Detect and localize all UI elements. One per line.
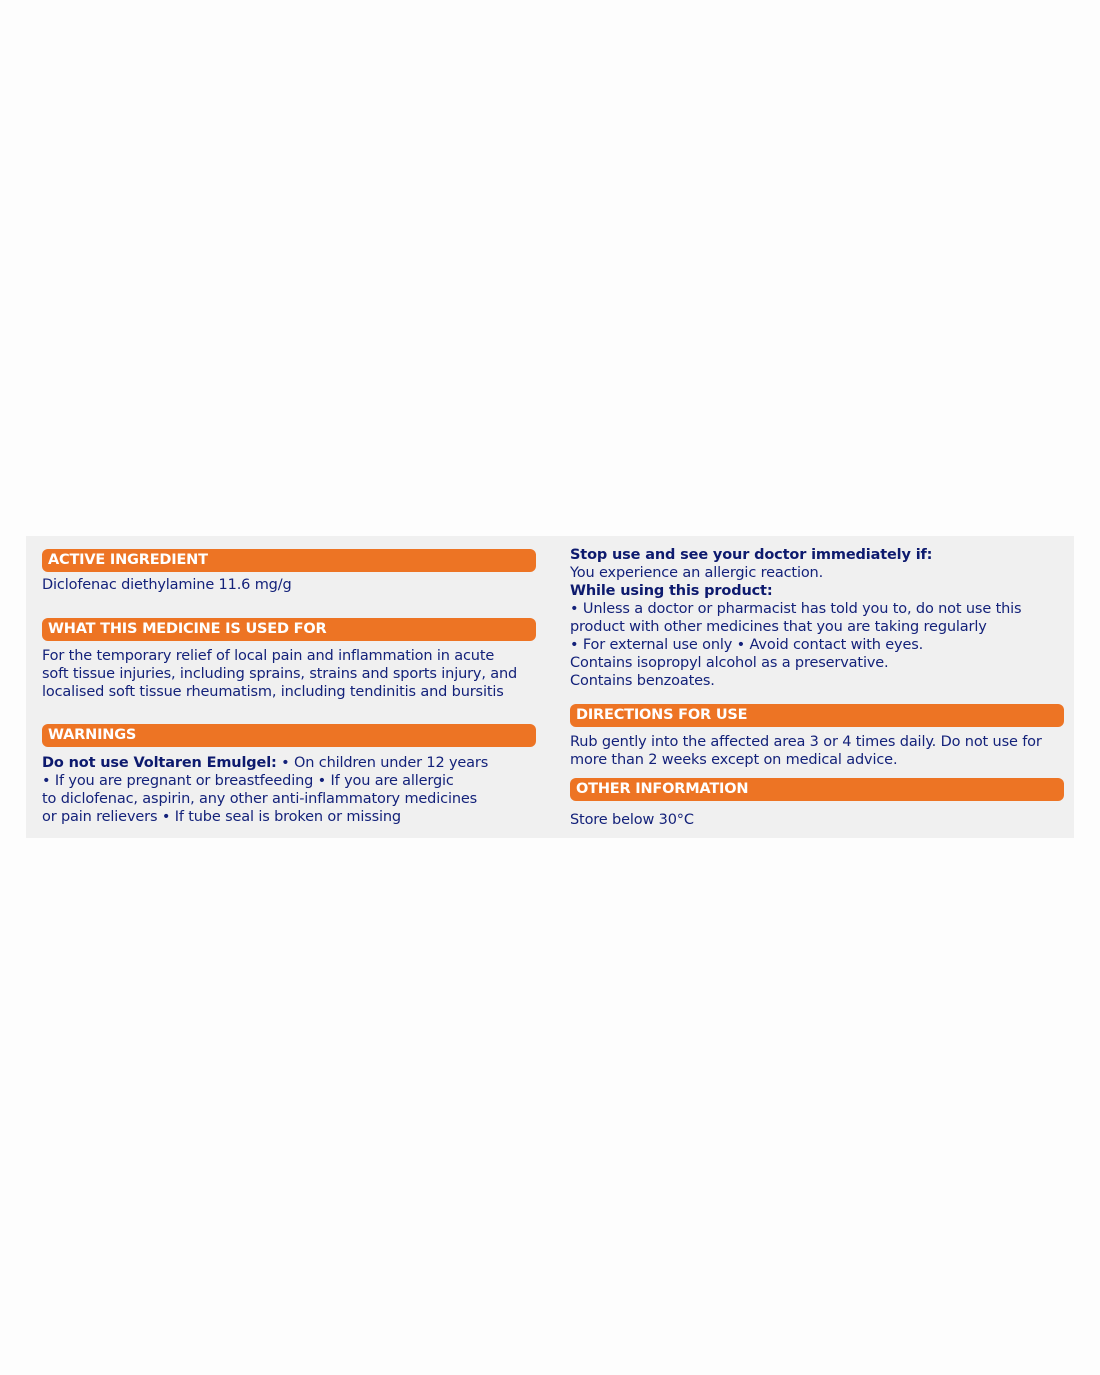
text-line: soft tissue injuries, including sprains, strains and sports injury, and xyxy=(42,666,518,682)
other-info-header xyxy=(570,778,1064,801)
text-line: • For external use only • Avoid contact with eyes. xyxy=(570,637,924,653)
used-for-header xyxy=(42,618,536,641)
used-for-text xyxy=(42,647,536,701)
other-info-text xyxy=(570,811,1064,829)
text-line: Rub gently into the affected area 3 or 4 times daily. Do not use for xyxy=(570,734,1042,750)
product-info-panel xyxy=(26,536,1074,838)
text-line: • If you are pregnant or breastfeeding • If you are allergic xyxy=(42,773,454,789)
directions-header xyxy=(570,704,1064,727)
text-line: to diclofenac, aspirin, any other anti-inflammatory medicines xyxy=(42,791,478,807)
text-line: Diclofenac diethylamine 11.6 mg/g xyxy=(42,577,292,593)
text-line: For the temporary relief of local pain and inflammation in acute xyxy=(42,648,495,664)
text-line: Store below 30°C xyxy=(570,812,694,828)
warnings-text xyxy=(42,754,536,826)
used-for-title: WHAT THIS MEDICINE IS USED FOR xyxy=(48,621,327,637)
text-line: more than 2 weeks except on medical advice. xyxy=(570,752,898,768)
text-line: localised soft tissue rheumatism, including tendinitis and bursitis xyxy=(42,684,504,700)
text-line: • Unless a doctor or pharmacist has told you to, do not use this xyxy=(570,601,1022,617)
text-line: Contains benzoates. xyxy=(570,673,715,689)
stop-use-heading: Stop use and see your doctor immediately if: xyxy=(570,547,933,563)
text-line: Contains isopropyl alcohol as a preservative. xyxy=(570,655,889,671)
text-line: or pain relievers • If tube seal is broken or missing xyxy=(42,809,401,825)
do-not-use-first-item: • On children under 12 years xyxy=(276,755,489,771)
while-using-heading: While using this product: xyxy=(570,583,773,599)
directions-title: DIRECTIONS FOR USE xyxy=(576,707,748,723)
do-not-use-label: Do not use Voltaren Emulgel: xyxy=(42,755,277,771)
other-info-title: OTHER INFORMATION xyxy=(576,781,749,797)
text-line: You experience an allergic reaction. xyxy=(570,565,824,581)
text-line xyxy=(42,754,536,772)
warnings-title: WARNINGS xyxy=(48,727,137,743)
directions-text xyxy=(570,733,1064,769)
warnings-header xyxy=(42,724,536,747)
active-ingredient-title: ACTIVE INGREDIENT xyxy=(48,552,208,568)
active-ingredient-header xyxy=(42,549,536,572)
active-ingredient-text xyxy=(42,576,536,594)
text-line: product with other medicines that you are taking regularly xyxy=(570,619,987,635)
stop-use-section xyxy=(570,546,1064,690)
